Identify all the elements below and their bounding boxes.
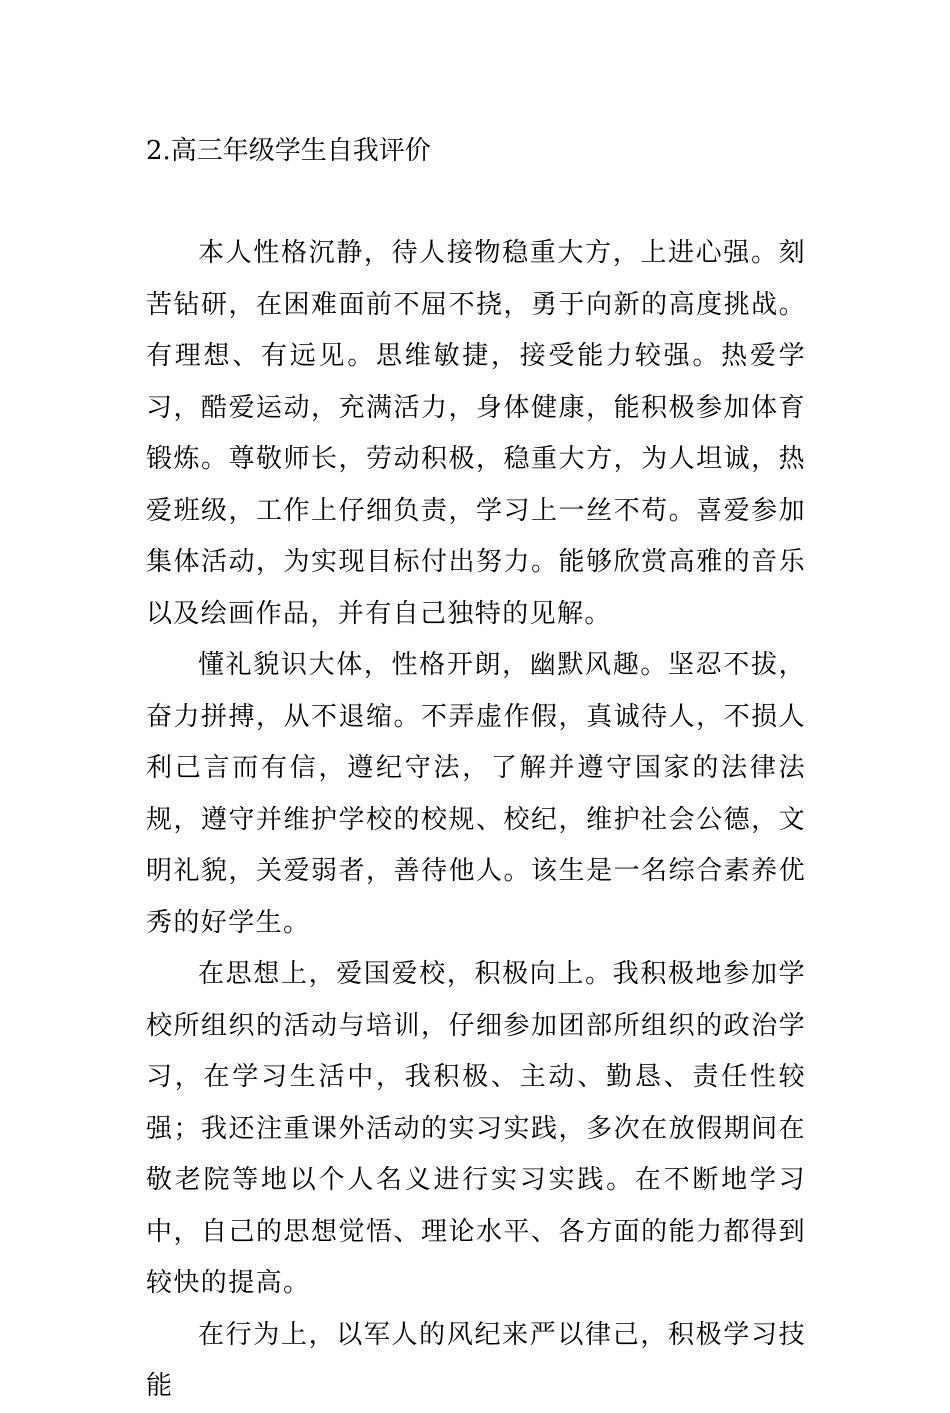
paragraph-3: 在思想上，爱国爱校，积极向上。我积极地参加学校所组织的活动与培训，仔细参加团部所组织的政治学习，在学习生活中，我积极、主动、勤恳、责任性较强；我还注重课外活动的实习实践，多次在放假期间在敬老院等地以个人名义进行实习实践。在不断地学习中，自己的思想觉悟、理论水平、各方面的能力都得到较快的提高。: [146, 959, 806, 1298]
document-page: [146, 0, 806, 1401]
section-title: 2.高三年级学生自我评价: [146, 136, 431, 166]
body-text: [146, 228, 806, 1413]
paragraph-4: 在行为上，以军人的风纪来严以律己，积极学习技能: [146, 1319, 806, 1401]
paragraph-1: 本人性格沉静，待人接物稳重大方，上进心强。刻苦钻研，在困难面前不屈不挠，勇于向新的高度挑战。有理想、有远见。思维敏捷，接受能力较强。热爱学习，酷爱运动，充满活力，身体健康，能积极参加体育锻炼。尊敬师长，劳动积极，稳重大方，为人坦诚，热爱班级，工作上仔细负责，学习上一丝不苟。喜爱参加集体活动，为实现目标付出努力。能够欣赏高雅的音乐以及绘画作品，并有自己独特的见解。: [146, 238, 806, 629]
paragraph-2: 懂礼貌识大体，性格开朗，幽默风趣。坚忍不拔，奋力拼搏，从不退缩。不弄虚作假，真诚待人，不损人利己言而有信，遵纪守法，了解并遵守国家的法律法规，遵守并维护学校的校规、校纪，维护社会公德，文明礼貌，关爱弱者，善待他人。该生是一名综合素养优秀的好学生。: [146, 650, 806, 938]
